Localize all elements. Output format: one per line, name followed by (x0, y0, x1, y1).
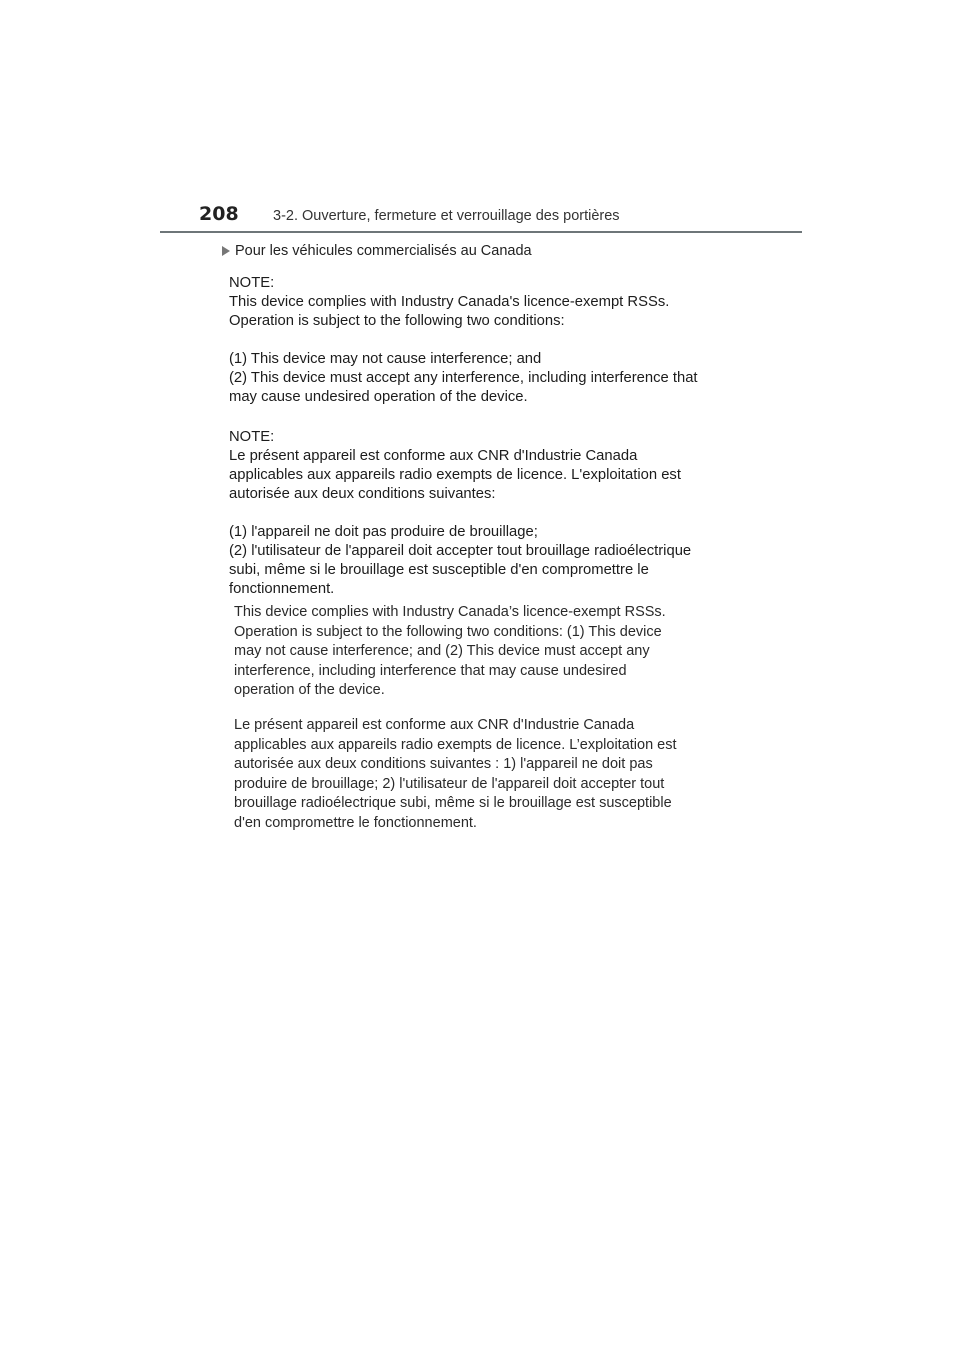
paragraph-line: produire de brouillage; 2) l'utilisateur de l'appareil doit accepter tout (234, 775, 665, 792)
french-note-line: applicables aux appareils radio exempts de licence. L'exploitation est (229, 467, 681, 483)
paragraph-line: may not cause interference; and (2) This device must accept any (234, 643, 650, 659)
english-note-line: Operation is subject to the following two conditions: (229, 313, 565, 329)
french-paragraph (234, 716, 714, 833)
english-note-line: This device complies with Industry Canada's licence-exempt RSSs. (229, 294, 670, 310)
french-note-line: Le présent appareil est conforme aux CNR d'Industrie Canada (229, 448, 638, 464)
english-condition: may cause undesired operation of the device. (229, 389, 528, 405)
english-note-label: NOTE: (229, 275, 275, 291)
section-title: 3-2. Ouverture, fermeture et verrouillage des portières (273, 208, 620, 224)
english-condition: (2) This device must accept any interference, including interference that (229, 370, 698, 386)
french-note-line: autorisée aux deux conditions suivantes: (229, 486, 496, 502)
subheading (222, 243, 532, 259)
page-number: 208 (199, 203, 239, 225)
english-condition: (1) This device may not cause interference; and (229, 351, 542, 367)
paragraph-line: brouillage radioélectrique subi, même si le brouillage est susceptible (234, 795, 672, 811)
french-condition: (2) l'utilisateur de l'appareil doit accepter tout brouillage radioélectrique (229, 543, 692, 559)
subheading-label: Pour les véhicules commercialisés au Canada (235, 243, 532, 259)
french-condition: subi, même si le brouillage est susceptible d'en compromettre le (229, 562, 649, 578)
header-divider (160, 231, 802, 233)
triangle-bullet-icon (222, 246, 230, 256)
english-paragraph (234, 603, 714, 701)
french-condition: fonctionnement. (229, 581, 335, 597)
paragraph-line: Operation is subject to the following two conditions: (1) This device (234, 623, 662, 640)
paragraph-line: d'en compromettre le fonctionnement. (234, 814, 477, 831)
french-condition: (1) l'appareil ne doit pas produire de brouillage; (229, 524, 538, 540)
notice-image (229, 274, 739, 599)
paragraph-line: Le présent appareil est conforme aux CNR d'Industrie Canada (234, 717, 635, 733)
paragraph-line: autorisée aux deux conditions suivantes : 1) l'appareil ne doit pas (234, 756, 653, 772)
paragraph-line: operation of the device. (234, 682, 385, 698)
paragraph-line: This device complies with Industry Canada’s licence-exempt RSSs. (234, 604, 666, 620)
french-note-label: NOTE: (229, 429, 275, 445)
paragraph-line: interference, including interference that may cause undesired (234, 662, 627, 679)
paragraph-line: applicables aux appareils radio exempts de licence. L’exploitation est (234, 736, 677, 753)
